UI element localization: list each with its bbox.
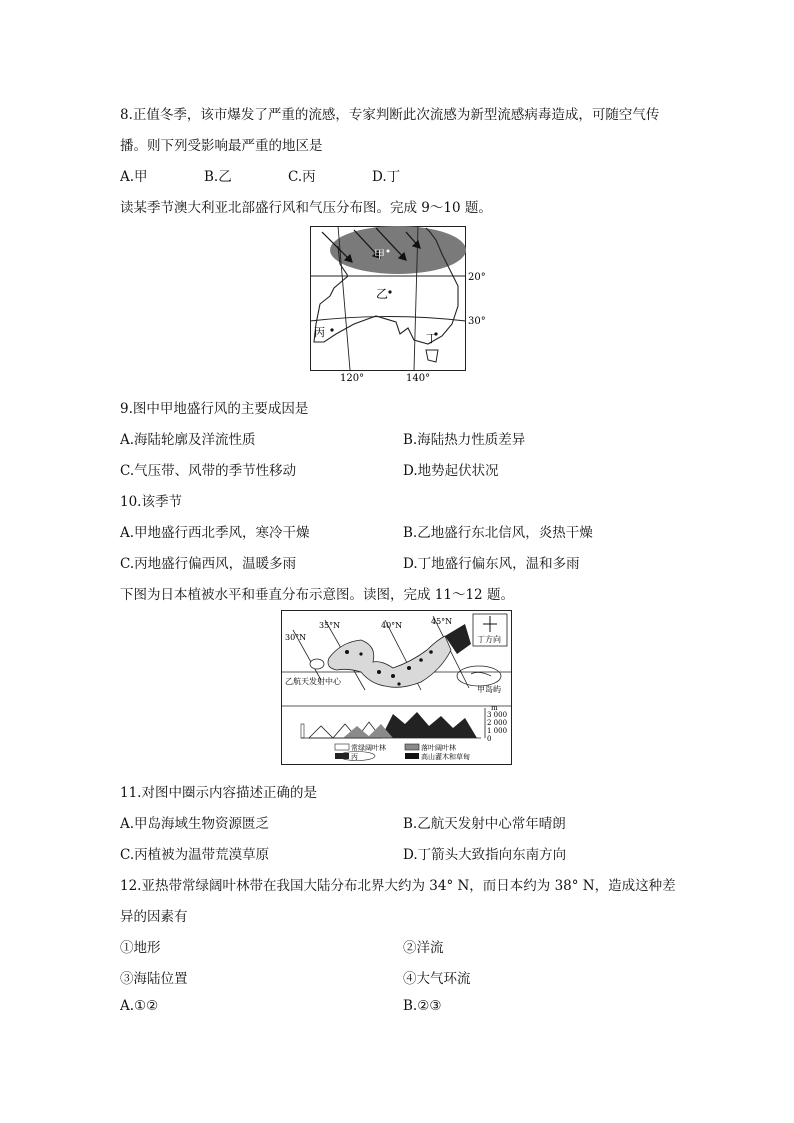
map2-compass-label: 丁方向 xyxy=(477,635,501,644)
map1-pressure-area xyxy=(330,226,466,274)
q10-option-a: A.甲地盛行西北季风，寒冷干燥 xyxy=(120,525,310,541)
map1-label-yi: 乙 xyxy=(376,287,389,301)
q12-item-1: ①地形 xyxy=(120,940,161,956)
map2-axis-unit: m xyxy=(491,704,498,712)
q12-stem-line2: 异的因素有 xyxy=(120,909,188,925)
map1-label-ding: 丁 xyxy=(426,332,437,345)
q12-option-a: A.①② xyxy=(120,998,159,1014)
q8-option-b: B.乙 xyxy=(204,169,232,185)
japan-vegetation-map xyxy=(281,610,513,766)
q10-option-c: C.丙地盛行偏西风，温暖多雨 xyxy=(120,556,297,572)
map2-tick-3000: 3 000 xyxy=(487,711,508,719)
map2-lat-30: 30°N xyxy=(285,633,307,642)
q9-option-d: D.地势起伏状况 xyxy=(403,463,499,479)
legend-alpine: 高山灌木和草甸 xyxy=(421,753,470,761)
map2-lat-40: 40°N xyxy=(381,621,403,630)
q12-option-b: B.②③ xyxy=(403,998,442,1014)
q8-stem-line1: 8.正值冬季，该市爆发了严重的流感，专家判断此次流感为新型流感病毒造成，可随空气传 xyxy=(120,107,660,123)
q9-option-c: C.气压带、风带的季节性移动 xyxy=(120,463,297,479)
legend-evergreen: 常绿阔叶林 xyxy=(351,744,386,752)
legend-deciduous: 落叶阔叶林 xyxy=(421,744,456,752)
intro-q11-12: 下图为日本植被水平和垂直分布示意图。读图，完成 11～12 题。 xyxy=(120,587,514,603)
map1-lat-label-20: 20° xyxy=(468,272,486,283)
map1-lon-label-140: 140° xyxy=(406,373,431,384)
q11-stem: 11.对图中圈示内容描述正确的是 xyxy=(120,785,317,801)
map2-island-label: 甲岛屿 xyxy=(477,685,501,694)
q12-item-3: ③海陆位置 xyxy=(120,971,188,987)
map2-lat-35: 35°N xyxy=(319,621,341,630)
map1-lat-label-30: 30° xyxy=(468,316,486,327)
map1-label-jia: 甲 xyxy=(374,248,385,261)
q12-stem-line1: 12.亚热带常绿阔叶林带在我国大陆分布北界大约为 34° N，而日本约为 38° N，造成这种差 xyxy=(120,878,676,894)
q12-item-2: ②洋流 xyxy=(403,940,444,956)
map1-label-bing: 丙 xyxy=(314,326,325,339)
q11-option-c: C.丙植被为温带荒漠草原 xyxy=(120,847,270,863)
legend-bing: 丙 xyxy=(351,753,358,761)
q8-option-d: D.丁 xyxy=(372,169,401,185)
intro-q9-10: 读某季节澳大利亚北部盛行风和气压分布图。完成 9～10 题。 xyxy=(120,200,492,216)
q10-stem: 10.该季节 xyxy=(120,494,182,510)
map2-tick-2000: 2 000 xyxy=(487,719,508,727)
q11-option-d: D.丁箭头大致指向东南方向 xyxy=(403,847,567,863)
q12-item-4: ④大气环流 xyxy=(403,971,471,987)
q8-stem-line2: 播。则下列受影响最严重的地区是 xyxy=(120,138,323,154)
q9-option-a: A.海陆轮廓及洋流性质 xyxy=(120,432,256,448)
australia-wind-pressure-map xyxy=(310,226,490,384)
q10-option-d: D.丁地盛行偏东风，温和多雨 xyxy=(403,556,580,572)
q8-option-a: A.甲 xyxy=(120,169,148,185)
map1-lon-label-120: 120° xyxy=(340,373,365,384)
q9-option-b: B.海陆热力性质差异 xyxy=(403,432,526,448)
q11-option-b: B.乙航天发射中心常年晴朗 xyxy=(403,816,566,832)
q10-option-b: B.乙地盛行东北信风，炎热干燥 xyxy=(403,525,593,541)
map2-tick-0: 0 xyxy=(487,735,492,743)
q11-option-a: A.甲岛海域生物资源匮乏 xyxy=(120,816,270,832)
map2-launch-label: 乙航天发射中心 xyxy=(285,677,341,686)
map2-lat-45: 45°N xyxy=(431,617,453,626)
map2-tick-1000: 1 000 xyxy=(487,727,508,735)
q9-stem: 9.图中甲地盛行风的主要成因是 xyxy=(120,401,309,417)
q8-option-c: C.丙 xyxy=(288,169,316,185)
